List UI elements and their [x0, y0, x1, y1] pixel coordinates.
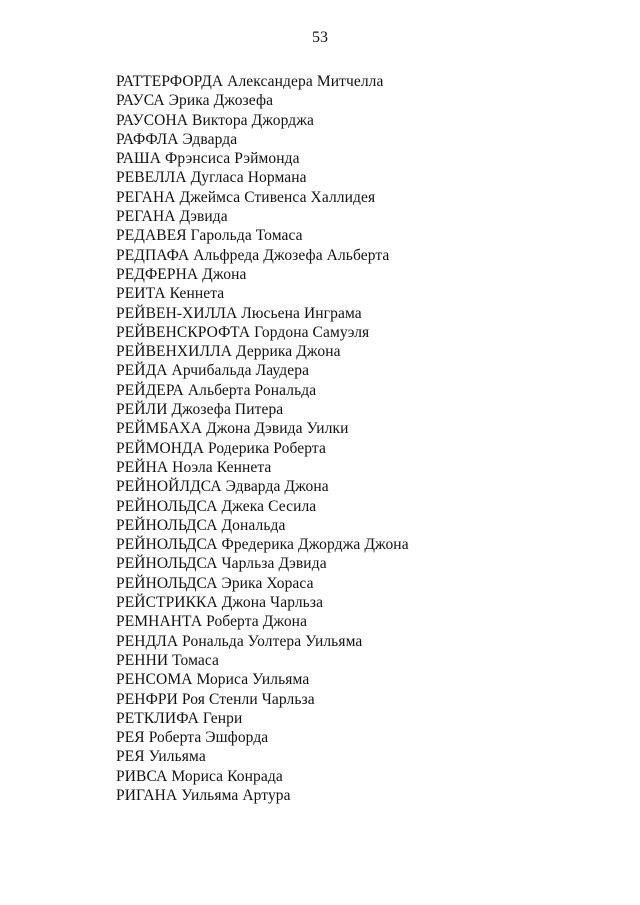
list-item: РЕГАНА Дэвида	[116, 208, 228, 226]
page-number: 53	[312, 29, 328, 46]
list-item: РЕВЕЛЛА Дугласа Нормана	[116, 169, 307, 187]
list-item: РЕЙЛИ Джозефа Питера	[116, 401, 284, 419]
list-item: РЕННИ Томаса	[116, 651, 220, 669]
list-item: РЕМНАНТА Роберта Джона	[116, 613, 308, 631]
list-item: РЕДПАФА Альфреда Джозефа Альберта	[116, 246, 390, 264]
list-item: РЕЙВЕН-ХИЛЛА Люсьена Инграма	[116, 304, 362, 322]
list-item: РИВСА Мориса Конрада	[116, 767, 283, 785]
list-item: РЕЙНОЛЬДСА Фредерика Джорджа Джона	[116, 536, 409, 554]
list-item: РАФФЛА Эдварда	[116, 130, 238, 148]
list-item: РЕЯ Уильяма	[116, 748, 206, 766]
list-item: РЕЙМОНДА Родерика Роберта	[116, 439, 326, 457]
list-item: РЕТКЛИФА Генри	[116, 709, 243, 727]
name-list	[116, 72, 409, 805]
list-item: РИГАНА Уильяма Артура	[116, 786, 291, 804]
list-item: РАУСОНА Виктора Джорджа	[116, 111, 314, 129]
list-item: РЕЙСТРИККА Джона Чарльза	[116, 594, 324, 612]
list-item: РЕЙДА Арчибальда Лаудера	[116, 362, 310, 380]
list-item: РЕЙНОЙЛДСА Эдварда Джона	[116, 478, 329, 496]
list-item: РЕИТА Кеннета	[116, 285, 225, 303]
list-item: РЕНДЛА Рональда Уолтера Уильяма	[116, 632, 363, 650]
list-item: РЕНСОМА Мориса Уильяма	[116, 671, 310, 689]
list-item: РЕДАВЕЯ Гарольда Томаса	[116, 227, 303, 245]
list-item: РЕДФЕРНА Джона	[116, 265, 247, 283]
list-item: РЕЙДЕРА Альберта Рональда	[116, 381, 317, 399]
list-item: РЕЙНОЛЬДСА Джека Сесила	[116, 497, 317, 515]
list-item: РАУСА Эрика Джозефа	[116, 92, 274, 110]
list-item: РЕЙВЕНХИЛЛА Деррика Джона	[116, 343, 341, 361]
list-item: РЕЙНОЛЬДСА Эрика Хораса	[116, 574, 314, 592]
list-item: РЕГАНА Джеймса Стивенса Халлидея	[116, 188, 376, 206]
list-item: РЕЙНА Ноэла Кеннета	[116, 458, 272, 476]
list-item: РАША Фрэнсиса Рэймонда	[116, 150, 300, 168]
list-item: РЕЙНОЛЬДСА Дональда	[116, 516, 286, 534]
list-item: РЕЙМБАХА Джона Дэвида Уилки	[116, 420, 349, 438]
list-item: РЕНФРИ Роя Стенли Чарльза	[116, 690, 315, 708]
list-item: РЕЙВЕНСКРОФТА Гордона Самуэля	[116, 323, 370, 341]
list-item: РЕЯ Роберта Эшфорда	[116, 729, 269, 747]
list-item: РАТТЕРФОРДА Александера Митчелла	[116, 73, 384, 90]
list-item: РЕЙНОЛЬДСА Чарльза Дэвида	[116, 555, 327, 573]
